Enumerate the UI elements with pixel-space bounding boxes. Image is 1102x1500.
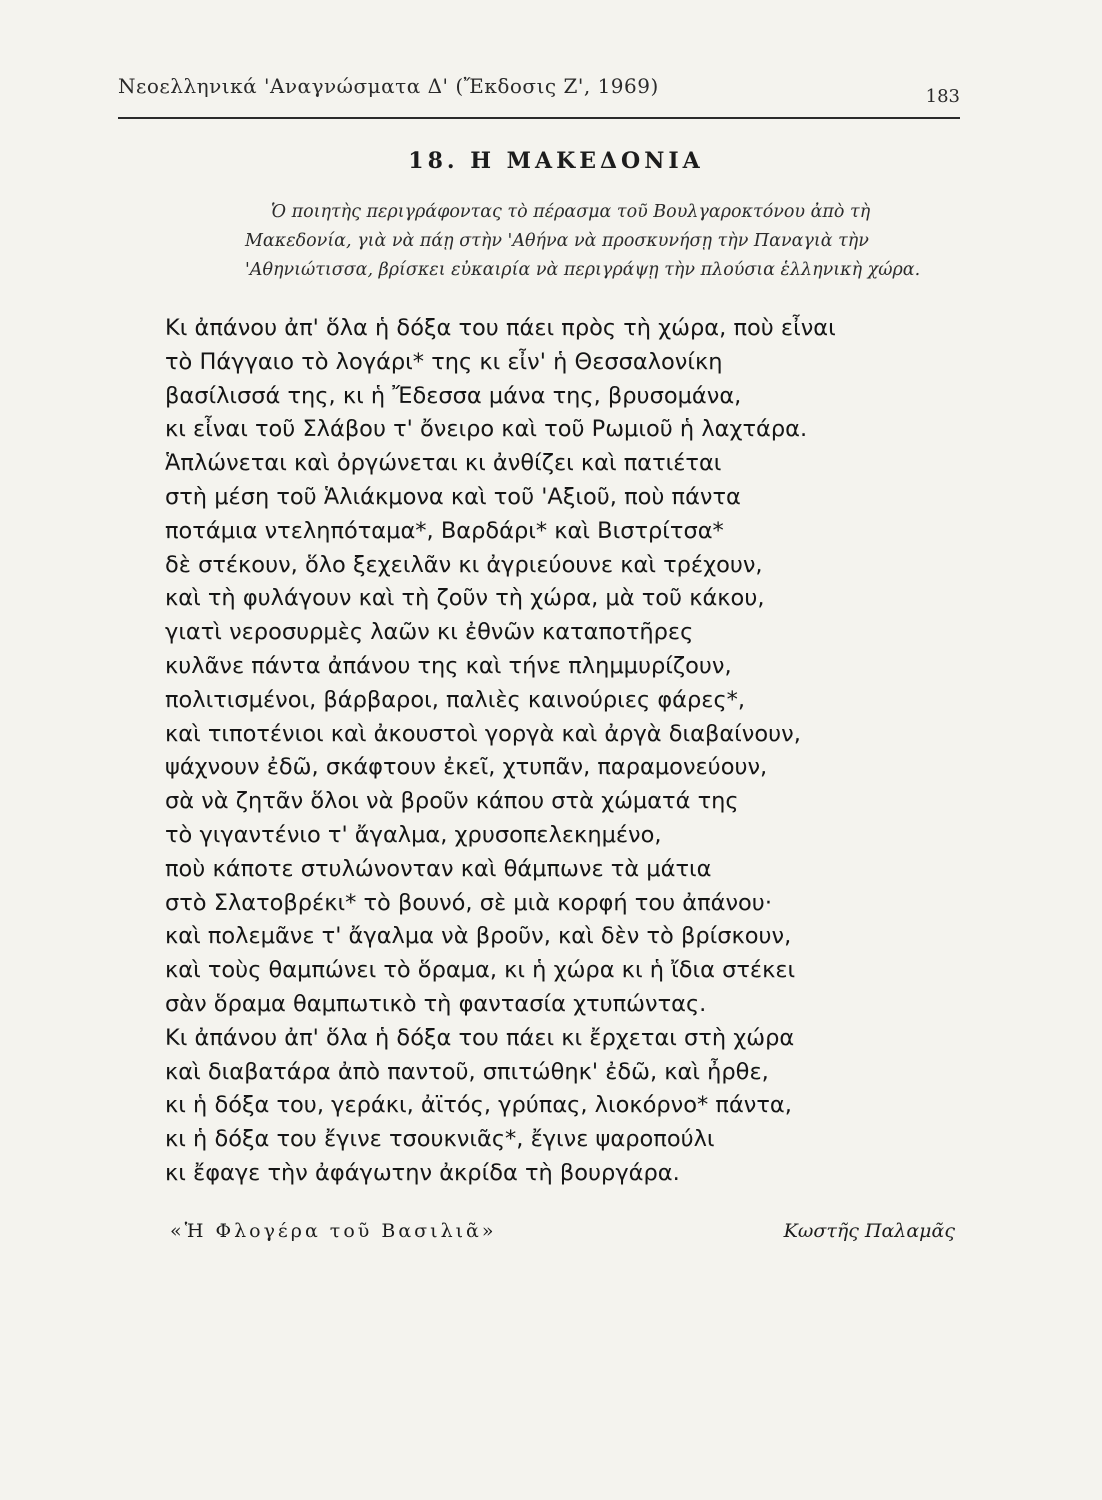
- poem-line: καὶ διαβατάρα ἀπὸ παντοῦ, σπιτώθηκ' ἐδῶ, καὶ ἦρθε,: [165, 1058, 769, 1085]
- poem-line: Ἁπλώνεται καὶ ὀργώνεται κι ἀνθίζει καὶ πατιέται: [165, 450, 722, 477]
- intro-line: Ὁ ποιητὴς περιγράφοντας τὸ πέρασμα τοῦ Βουλγαροκτόνου ἀπὸ τὴ: [271, 202, 871, 222]
- intro-line: 'Αθηνιώτισσα, βρίσκει εὐκαιρία νὰ περιγράψῃ τὴν πλούσια ἑλληνικὴ χώρα.: [245, 260, 921, 280]
- poem-line: καὶ πολεμᾶνε τ' ἄγαλμα νὰ βροῦν, καὶ δὲν τὸ βρίσκουν,: [165, 923, 792, 950]
- poem-line: καὶ τιποτένιοι καὶ ἀκουστοὶ γοργὰ καὶ ἀργὰ διαβαίνουν,: [165, 720, 801, 747]
- poem-body: [165, 312, 935, 1191]
- running-head: Νεοελληνικά 'Αναγνώσματα Δ' (Ἔκδοσις Ζ', 1969): [118, 74, 659, 98]
- poem-attribution: [170, 1220, 955, 1252]
- poem-line: σὰ νὰ ζητᾶν ὅλοι νὰ βροῦν κάπου στὰ χώματά της: [165, 788, 739, 815]
- page-header: [118, 70, 960, 116]
- header-rule: [118, 117, 960, 119]
- poem-line: στὸ Σλατοβρέκι* τὸ βουνό, σὲ μιὰ κορφή του ἀπάνου·: [165, 889, 772, 916]
- page-number: 183: [925, 86, 960, 107]
- poem-line: Κι ἀπάνου ἀπ' ὅλα ἡ δόξα του πάει κι ἔρχεται στὴ χώρα: [165, 1024, 795, 1051]
- poem-line: βασίλισσά της, κι ἡ Ἔδεσσα μάνα της, βρυσομάνα,: [165, 382, 742, 409]
- intro-paragraph: [245, 198, 965, 285]
- poem-line: γιατὶ νεροσυρμὲς λαῶν κι ἐθνῶν καταποτῆρες: [165, 619, 694, 646]
- poem-line: κυλᾶνε πάντα ἀπάνου της καὶ τήνε πλημμυρίζουν,: [165, 652, 732, 679]
- poem-line: τὸ Πάγγαιο τὸ λογάρι* της κι εἶν' ἡ Θεσσαλονίκη: [165, 348, 723, 375]
- poem-line: κι εἶναι τοῦ Σλάβου τ' ὄνειρο καὶ τοῦ Ρωμιοῦ ἡ λαχτάρα.: [165, 416, 808, 443]
- poem-line: καὶ τὴ φυλάγουν καὶ τὴ ζοῦν τὴ χώρα, μὰ τοῦ κάκου,: [165, 585, 765, 612]
- poem-line: κι ἡ δόξα του, γεράκι, ἀϊτός, γρύπας, λιοκόρνο* πάντα,: [165, 1092, 792, 1119]
- author-name: Κωστῆς Παλαμᾶς: [783, 1220, 955, 1242]
- poem-line: ποτάμια ντεληπόταμα*, Βαρδάρι* καὶ Βιστρίτσα*: [165, 517, 724, 544]
- poem-line: σὰν ὅραμα θαμπωτικὸ τὴ φαντασία χτυπώντας.: [165, 990, 707, 1017]
- chapter-title: 18. Η ΜΑΚΕΔΟΝΙΑ: [408, 148, 704, 174]
- poem-line: Κι ἀπάνου ἀπ' ὅλα ἡ δόξα του πάει πρὸς τὴ χώρα, ποὺ εἶναι: [165, 315, 836, 341]
- source-title: «Ἡ Φλογέρα τοῦ Βασιλιᾶ»: [170, 1220, 497, 1242]
- poem-line: ποὺ κάποτε στυλώνονταν καὶ θάμπωνε τὰ μάτια: [165, 855, 712, 882]
- poem-line: κι ἔφαγε τὴν ἀφάγωτην ἀκρίδα τὴ βουργάρα.: [165, 1159, 680, 1186]
- poem-line: κι ἡ δόξα του ἔγινε τσουκνιᾶς*, ἔγινε ψαροπούλι: [165, 1126, 715, 1153]
- poem-line: τὸ γιγαντένιο τ' ἄγαλμα, χρυσοπελεκημένο,: [165, 821, 662, 848]
- poem-line: πολιτισμένοι, βάρβαροι, παλιὲς καινούριες φάρες*,: [165, 686, 746, 713]
- poem-line: ψάχνουν ἐδῶ, σκάφτουν ἐκεῖ, χτυπᾶν, παραμονεύουν,: [165, 754, 768, 781]
- poem-line: στὴ μέση τοῦ Ἁλιάκμονα καὶ τοῦ 'Αξιοῦ, ποὺ πάντα: [165, 483, 741, 510]
- poem-line: καὶ τοὺς θαμπώνει τὸ ὅραμα, κι ἡ χώρα κι ἡ ἴδια στέκει: [165, 957, 796, 984]
- intro-line: Μακεδονία, γιὰ νὰ πάῃ στὴν 'Αθήνα νὰ προσκυνήσῃ τὴν Παναγιὰ τὴν: [245, 231, 869, 251]
- poem-line: δὲ στέκουν, ὅλο ξεχειλᾶν κι ἀγριεύουνε καὶ τρέχουν,: [165, 551, 763, 578]
